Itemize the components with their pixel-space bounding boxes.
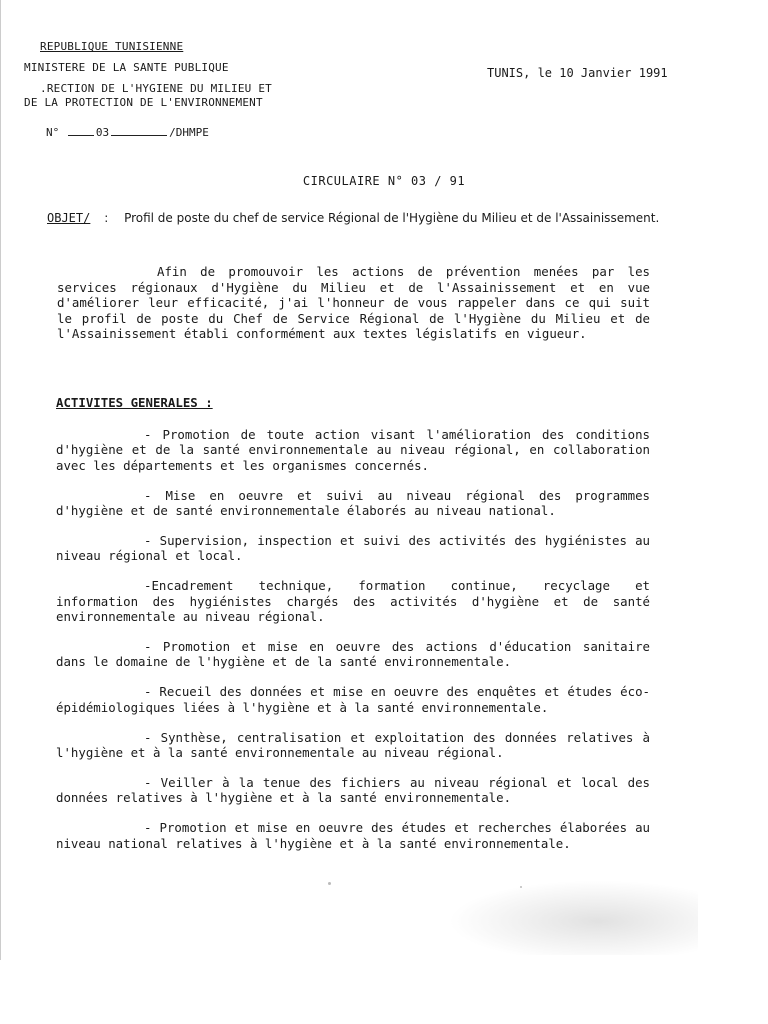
scan-edge [0,0,1,960]
reference-blank-2 [111,135,167,136]
reference-number [46,126,209,139]
reference-prefix: N° [46,126,60,139]
reference-blank [68,135,94,136]
scan-smudge [448,880,698,955]
activities-list [56,427,650,866]
scan-speck [520,886,522,888]
activity-item: - Supervision, inspection et suivi des activités des hygiénistes au niveau régional et local. [56,533,650,564]
subject-separator: : [104,211,109,225]
reference-suffix: /DHMPE [169,126,209,139]
activity-item: - Promotion et mise en oeuvre des actions d'éducation sanitaire dans le domaine de l'hygiène et de la santé environnementale. [56,639,650,670]
document-date: TUNIS, le 10 Janvier 1991 [487,66,668,80]
subject-label: OBJET/ [47,211,91,225]
activity-item: -Encadrement technique, formation continue, recyclage et information des hygiénistes chargés des activités d'hygiène et de santé environnementale au niveau régional. [56,578,650,625]
subject-text: Profil de poste du chef de service Régional de l'Hygiène du Milieu et de l'Assainissement. [124,211,660,225]
activity-item: - Promotion de toute action visant l'amélioration des conditions d'hygiène et de la santé environnementale au niveau régional, en collaboration avec les départements et les organismes concernés. [56,427,650,473]
activity-item: - Synthèse, centralisation et exploitation des données relatives à l'hygiène et à la santé environnementale au niveau régional. [56,729,650,761]
header-direction-line2: DE LA PROTECTION DE L'ENVIRONNEMENT [24,96,263,109]
activity-item: - Recueil des données et mise en oeuvre des enquêtes et études éco-épidémiologiques liées à l'hygiène et à la santé environnementale. [56,684,650,715]
circular-title: CIRCULAIRE N° 03 / 91 [302,174,466,188]
intro-paragraph: Afin de promouvoir les actions de prévention menées par les services régionaux d'Hygiène du Milieu et de l'Assainissement et en vue d'améliorer leur efficacité, j'ai l'honneur de vous rappeler dans ce qui suit le profil de poste du Chef de Service Régional de l'Hygiène du Milieu et de l'Assainissement établi conformément aux textes législatifs en vigueur. [57,264,650,342]
scan-speck [328,882,331,885]
subject-block [47,209,687,228]
activity-item: - Mise en oeuvre et suivi au niveau régional des programmes d'hygiène et de santé environnementale élaborés au niveau national. [56,487,650,519]
activity-item: - Veiller à la tenue des fichiers au niveau régional et local des données relatives à l'hygiène et à la santé environnementale. [56,775,650,806]
header-ministry: MINISTERE DE LA SANTE PUBLIQUE [24,61,229,74]
header-direction-line1: .RECTION DE L'HYGIENE DU MILIEU ET [40,82,272,95]
reference-value: 03 [95,126,110,139]
header-republic: REPUBLIQUE TUNISIENNE [40,40,184,53]
activity-item: - Promotion et mise en oeuvre des études et recherches élaborées au niveau national relatives à l'hygiène et à la santé environnementale. [56,820,650,851]
section-title: ACTIVITES GENERALES : [56,395,213,410]
